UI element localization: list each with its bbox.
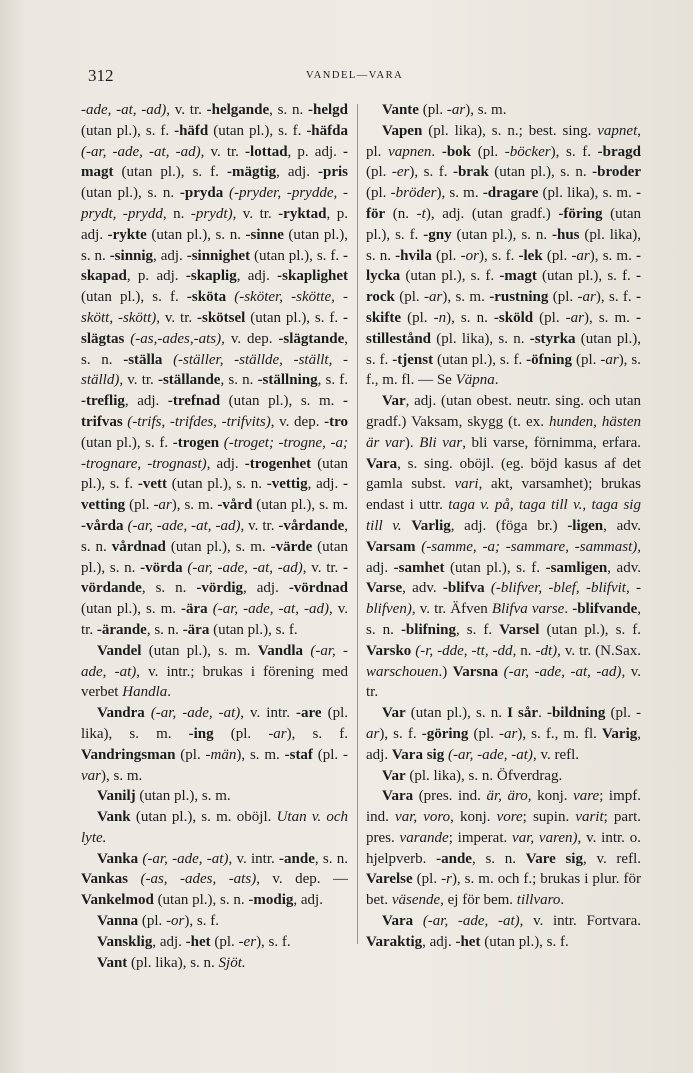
- dictionary-entry: Vandra (-ar, -ade, -at), v. intr. -are (pl. lika), s. m. -ing (pl. -ar), s. f. Vandringsman (pl. -män), s. m. -staf (pl. -var), s. m.: [81, 705, 348, 784]
- dictionary-entry: Vara (pres. ind. är, äro, konj. vare; impf. ind. var, voro, konj. vore; supin. varit; part. pres. varande; imperat. var, varen), v. intr. o. hjelpverb. -ande, s. n. Vare sig, v. refl. Varelse (pl. -r), s. m. och f.; brukas i plur. för bet. väsende, ej för bem. tillvaro.: [366, 788, 642, 909]
- dictionary-entry: Var, adj. (utan obest. neutr. sing. och utan gradf.) Vaksam, skygg (t. ex. hunden, hästen är var). Bli var, bli varse, förnimma, erfara. Vara, s. sing. oböjl. (eg. böjd kasus af det gamla subst. vari, akt, varsamhet); brukas endast i uttr. taga v. på, taga till v., taga sig till v. Varlig, adj. (föga br.) -ligen, adv. Varsam (-samme, -a; -sammare, -sammast), adj. -samhet (utan pl.), s. f. -samligen, adv. Varse, adv. -blifva (-blifver, -blef, -blifvit, -blifven), v. tr. Äfven Blifva varse. -blifvande, s. n. -blifning, s. f. Varsel (utan pl.), s. f. Varsko (-r, -dde, -tt, -dd, n. -dt), v. tr. (N.Sax. warschouen.) Varsna (-ar, -ade, -at, -ad), v. tr.: [366, 393, 642, 701]
- running-head: VANDEL—VARA: [306, 70, 404, 81]
- dictionary-entry: Vanilj (utan pl.), s. m.: [97, 788, 231, 805]
- dictionary-entry: Var (pl. lika), s. n. Öfverdrag.: [382, 767, 563, 784]
- dictionary-entry: Vapen (pl. lika), s. n.; best. sing. vapnet, pl. vapnen. -bok (pl. -böcker), s. f. -bragd (pl. -er), s. f. -brak (utan pl.), s. n. -broder (pl. -bröder), s. m. -dragare (pl. lika), s. m. -för (n. -t), adj. (utan gradf.) -föring (utan pl.), s. f. -gny (utan pl.), s. n. -hus (pl. lika), s. n. -hvila (pl. -or), s. f. -lek (pl. -ar), s. m. -lycka (utan pl.), s. f. -magt (utan pl.), s. f. -rock (pl. -ar), s. m. -rustning (pl. -ar), s. f. -skifte (pl. -n), s. n. -sköld (pl. -ar), s. m. -stillestånd (pl. lika), s. n. -styrka (utan pl.), s. f. -tjenst (utan pl.), s. f. -öfning (pl. -ar), s. f., m. fl. — Se Väpna.: [366, 122, 642, 389]
- dictionary-entry: -ade, -at, -ad), v. tr. -helgande, s. n. -helgd (utan pl.), s. f. -häfd (utan pl.), s. f. -häfda (-ar, -ade, -at, -ad), v. tr. -lottad, p. adj. -magt (utan pl.), s. f. -mägtig, adj. -pris (utan pl.), s. n. -pryda (-pryder, -prydde, -prydt, -prydd, n. -prydt), v. tr. -ryktad, p. adj. -rykte (utan pl.), s. n. -sinne (utan pl.), s. n. -sinnig, adj. -sinnighet (utan pl.), s. f. -skapad, p. adj. -skaplig, adj. -skaplighet (utan pl.), s. f. -sköta (-sköter, -skötte, -skött, -skött), v. tr. -skötsel (utan pl.), s. f. -slägtas (-as,-ades,-ats), v. dep. -slägtande, s. n. -ställa (-ställer, -ställde, -ställt, -ställd), v. tr. -ställande, s. n. -ställning, s. f. -treflig, adj. -trefnad (utan pl.), s. m. -trifvas (-trifs, -trifdes, -trifvits), v. dep. -tro (utan pl.), s. f. -trogen (-troget; -trogne, -a; -trognare, -trognast), adj. -trogenhet (utan pl.), s. f. -vett (utan pl.), s. n. -vettig, adj. -vetting (pl. -ar), s. m. -vård (utan pl.), s. m. -vårda (-ar, -ade, -at, -ad), v. tr. -vårdande, s. n. vårdnad (utan pl.), s. m. -värde (utan pl.), s. n. -vörda (-ar, -ade, -at, -ad), v. tr. -vördande, s. n. -vördig, adj. -vördnad (utan pl.), s. m. -ära (-ar, -ade, -at, -ad), v. tr. -ärande, s. n. -ära (utan pl.), s. f.: [81, 102, 349, 638]
- right-column: [366, 100, 641, 953]
- column-divider: [357, 104, 358, 944]
- dictionary-entry: Vanna (pl. -or), s. f.: [97, 913, 219, 930]
- dictionary-entry: Var (utan pl.), s. n. I sår. -bildning (pl. -ar), s. f. -göring (pl. -ar), s. f., m. fl. Varig, adj. Vara sig (-ar, -ade, -at), v. refl.: [366, 705, 641, 763]
- dictionary-entry: Vanka (-ar, -ade, -at), v. intr. -ande, s. n. Vankas (-as, -ades, -ats), v. dep. —Vankelmod (utan pl.), s. n. -modig, adj.: [81, 850, 349, 909]
- page-header: [0, 66, 693, 86]
- left-column: [81, 100, 348, 973]
- dictionary-entry: Vant (pl. lika), s. n. Sjöt.: [97, 954, 246, 971]
- page-number: 312: [88, 66, 114, 85]
- dictionary-entry: Vandel (utan pl.), s. m. Vandla (-ar, -ade, -at), v. intr.; brukas i förening med verbet Handla.: [81, 642, 348, 701]
- dictionary-entry: Vank (utan pl.), s. m. oböjl. Utan v. och lyte.: [81, 809, 349, 846]
- dictionary-entry: Vara (-ar, -ade, -at), v. intr. Fortvara. Varaktig, adj. -het (utan pl.), s. f.: [366, 913, 642, 950]
- dictionary-entry: Vansklig, adj. -het (pl. -er), s. f.: [97, 933, 291, 950]
- dictionary-entry: Vante (pl. -ar), s. m.: [382, 102, 507, 118]
